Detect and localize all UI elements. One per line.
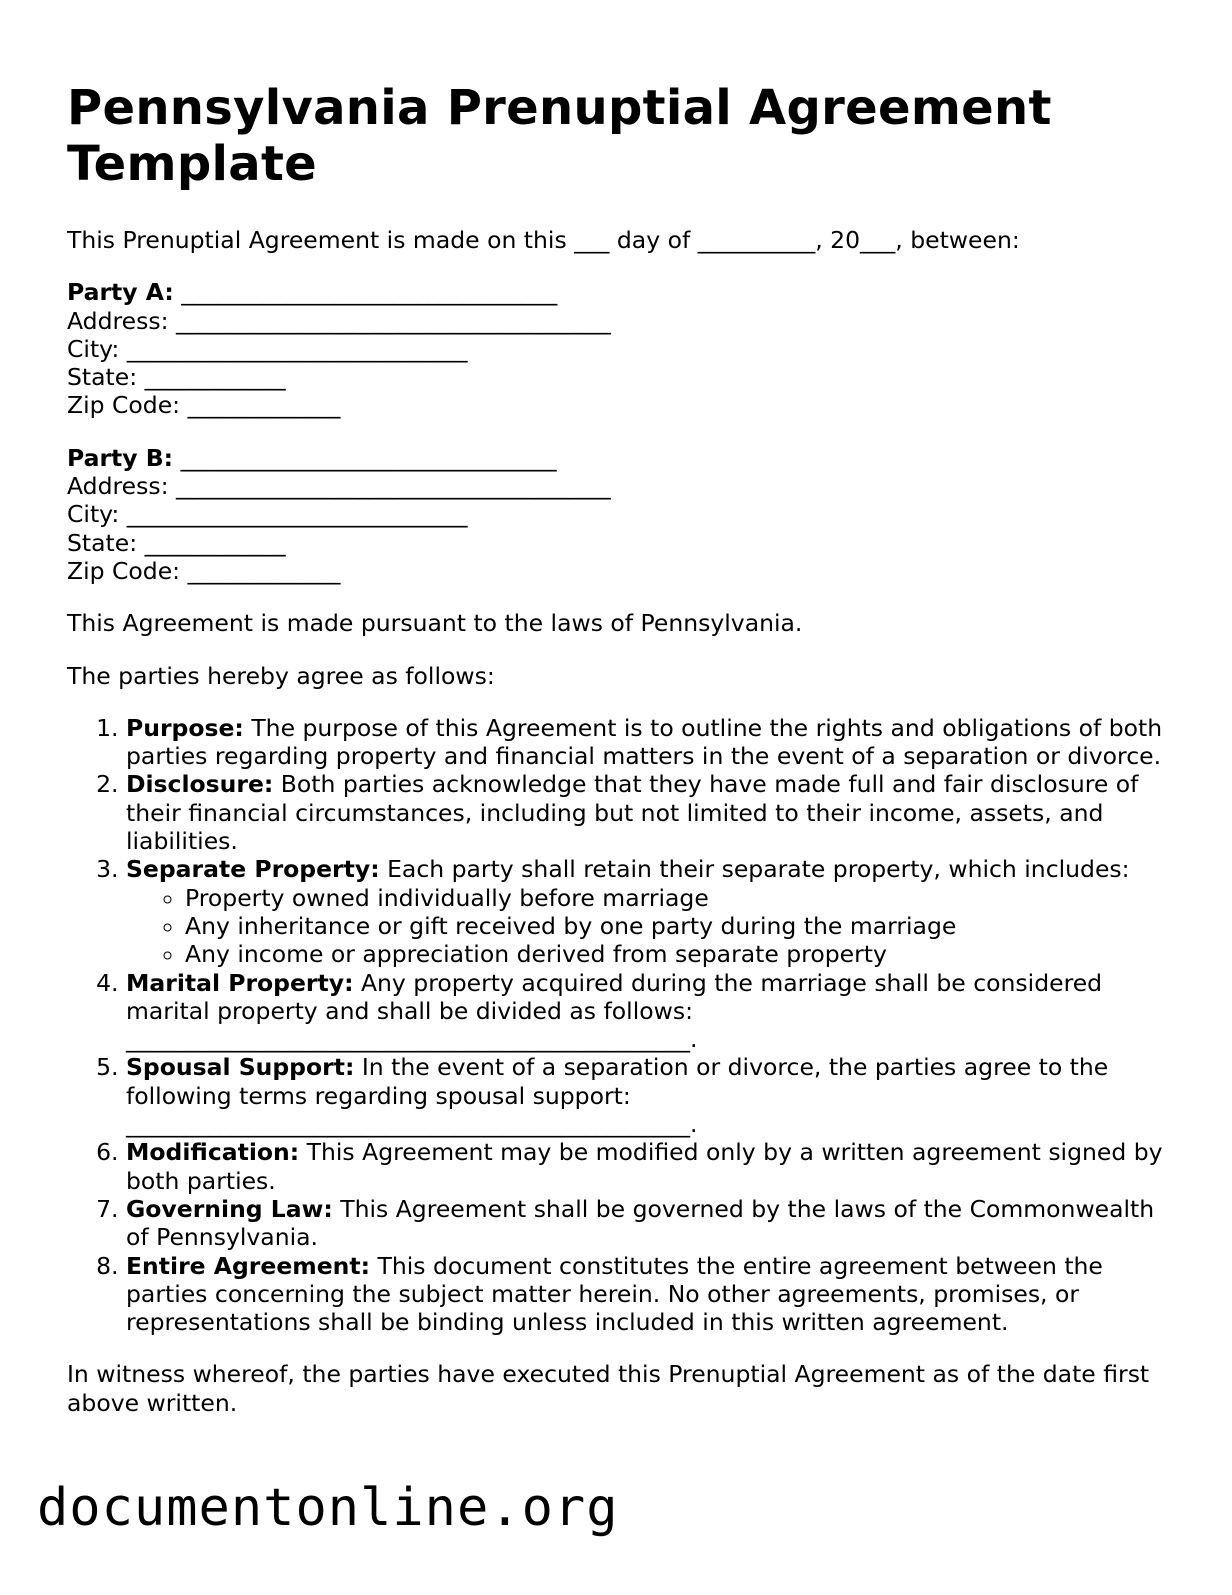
party-a-label: Party A: <box>67 278 174 307</box>
page-title: Pennsylvania Prenuptial Agreement Template <box>67 80 1052 192</box>
party-a-address: Address: _____________________________________ <box>67 306 611 335</box>
party-b-zip: Zip Code: _____________ <box>67 556 341 585</box>
list-item: ◦ Any income or appreciation derived from separate property <box>185 940 1167 968</box>
party-b-name-blank: ________________________________ <box>173 443 557 472</box>
agree-statement: The parties hereby agree as follows: <box>67 661 495 690</box>
list-item: ◦ Property owned individually before marriage <box>185 884 1167 912</box>
law-statement: This Agreement is made pursuant to the laws of Pennsylvania. <box>67 609 803 638</box>
clause-heading: Modification: <box>126 1138 300 1167</box>
clause-disclosure <box>126 770 1167 855</box>
list-item: ◦ Any inheritance or gift received by one party during the marriage <box>185 912 1167 940</box>
clause-text: This document constitutes the entire agreement between the parties concerning the subject matter herein. No other agreements, promises, or representations shall be binding unless included in this written agreement. <box>126 1251 1103 1337</box>
party-a-block <box>67 278 1167 419</box>
clause-separate-property <box>126 855 1167 968</box>
witness-paragraph: In witness whereof, the parties have executed this Prenuptial Agreement as of the date first above written. <box>67 1360 1150 1417</box>
party-a-name-blank: ________________________________ <box>173 278 558 307</box>
party-b-address: Address: _____________________________________ <box>67 472 611 501</box>
clause-text: Both parties acknowledge that they have made full and fair disclosure of their financial circumstances, including but not limited to their income, assets, and liabilities. <box>126 770 1139 856</box>
clause-text: Each party shall retain their separate property, which includes: <box>379 855 1130 884</box>
watermark: documentonline.org <box>37 1478 619 1538</box>
clause-list <box>67 714 1167 1337</box>
clause-modification <box>126 1138 1167 1195</box>
clause-spousal-support <box>126 1053 1167 1138</box>
clause-marital-property <box>126 969 1167 1054</box>
clause-text: This Agreement shall be governed by the laws of the Commonwealth of Pennsylvania. <box>126 1194 1155 1252</box>
clause-governing-law <box>126 1195 1167 1252</box>
clause-heading: Disclosure: <box>126 770 274 799</box>
intro-paragraph: This Prenuptial Agreement is made on this ___ day of __________, 20___, between: <box>67 226 1020 254</box>
party-b-block <box>67 444 1167 585</box>
party-b-city: City: _____________________________ <box>67 500 468 529</box>
clause-purpose <box>126 714 1167 771</box>
document-page <box>67 80 1167 1417</box>
clause-heading: Spousal Support: <box>126 1053 355 1082</box>
party-a-zip: Zip Code: _____________ <box>67 391 341 420</box>
clause-heading: Separate Property: <box>126 855 380 884</box>
clause-heading: Purpose: <box>126 713 244 742</box>
document-body <box>67 226 1167 1417</box>
clause-text: In the event of a separation or divorce, the parties agree to the following terms regarding spousal support: ________________________________________________. <box>126 1053 1109 1139</box>
party-a-state: State: ____________ <box>67 363 286 392</box>
party-a-name-line <box>67 278 1167 306</box>
clause-heading: Entire Agreement: <box>126 1251 371 1280</box>
clause-text: Any property acquired during the marriage shall be considered marital property and shall be divided as follows: ________________________________________________. <box>126 968 1103 1054</box>
party-a-city: City: _____________________________ <box>67 334 468 363</box>
party-b-label: Party B: <box>67 443 174 472</box>
clause-text: This Agreement may be modified only by a written agreement signed by both parties. <box>126 1138 1163 1195</box>
party-b-state: State: ____________ <box>67 528 286 557</box>
clause-entire-agreement <box>126 1252 1167 1337</box>
party-b-name-line <box>67 444 1167 472</box>
clause-text: The purpose of this Agreement is to outline the rights and obligations of both parties regarding property and financial matters in the event of a separation or divorce. <box>126 713 1163 771</box>
clause-heading: Governing Law: <box>126 1194 333 1223</box>
separate-property-list <box>126 884 1167 969</box>
clause-heading: Marital Property: <box>126 968 354 997</box>
